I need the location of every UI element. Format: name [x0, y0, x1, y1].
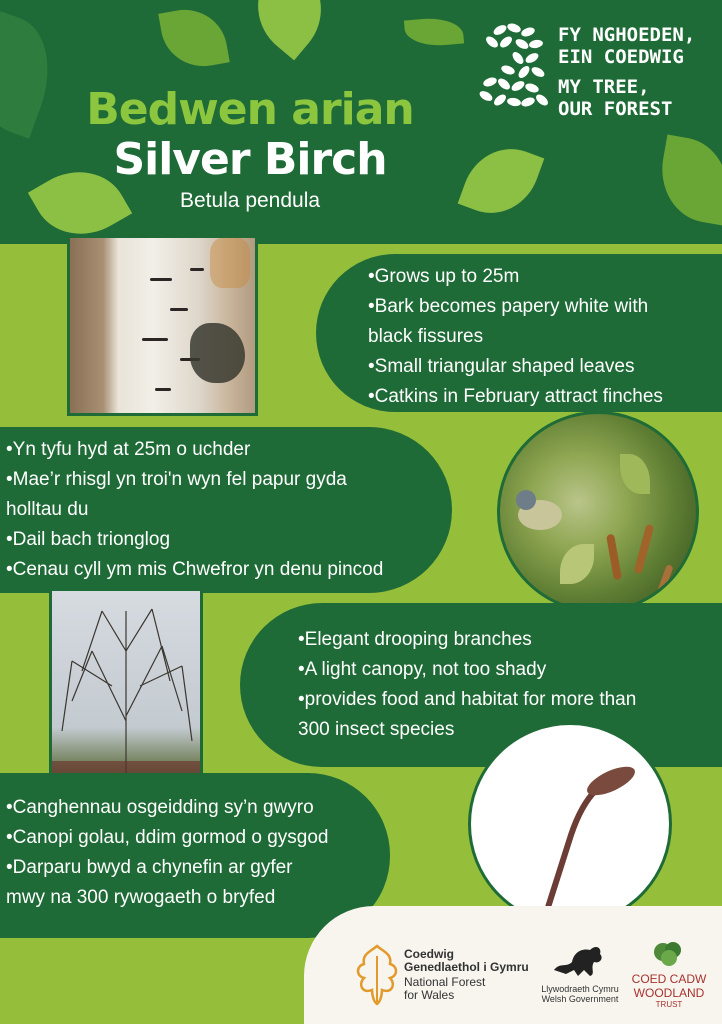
fact-line: black fissures [368, 326, 484, 347]
leaf-decoration [237, 0, 343, 60]
facts-panel-welsh-2 [0, 773, 390, 938]
tree-photo [49, 588, 203, 789]
leaf-decoration [158, 3, 229, 73]
fact-line: •Cenau cyll ym mis Chwefror yn denu pincod [6, 559, 384, 580]
nfw-welsh-line-1: Coedwig [404, 947, 454, 961]
fact-line: •Small triangular shaped leaves [368, 356, 635, 377]
gov-welsh-label: Llywodraeth Cymru [541, 984, 619, 994]
fact-line: •Yn tyfu hyd at 25m o uchder [6, 439, 251, 460]
woodland-trust-tree-icon [651, 940, 685, 970]
leaf-decoration [654, 135, 722, 226]
leaves-and-bird-photo [497, 411, 699, 613]
oak-leaf-icon [354, 944, 400, 1006]
fact-line: •Grows up to 25m [368, 266, 520, 287]
fact-line: •Bark becomes papery white with [368, 296, 649, 317]
wt-line-1: COED CADW [631, 972, 707, 986]
fact-line: •Dail bach trionglog [6, 529, 171, 550]
latin-name: Betula pendula [179, 189, 321, 212]
fact-line: •Elegant drooping branches [298, 629, 532, 650]
fact-line: •Darparu bwyd a chynefin ar gyfer [6, 857, 293, 878]
footer-logos [304, 906, 722, 1024]
logo-line-2: EIN COEDWIG [558, 46, 684, 68]
fact-line: •A light canopy, not too shady [298, 659, 547, 680]
nfw-welsh-line-2: Genedlaethol i Gymru [404, 960, 529, 974]
welsh-dragon-icon [550, 940, 606, 980]
nfw-english-line-2: for Wales [404, 988, 455, 1002]
logo-line-3: MY TREE, [558, 76, 650, 98]
fact-line: •Mae’r rhisgl yn troi'n wyn fel papur gyda [6, 469, 347, 490]
logo-line-4: OUR FOREST [558, 98, 673, 120]
fact-line: 300 insect species [298, 719, 455, 740]
fact-line: •Catkins in February attract finches [368, 386, 663, 407]
logo-line-1: FY NGHOEDEN, [558, 24, 696, 46]
gov-english-label: Welsh Government [541, 994, 619, 1004]
wt-line-3: TRUST [655, 1000, 683, 1009]
title-english: Silver Birch [113, 134, 387, 185]
bark-photo [67, 235, 258, 416]
tree-leaves-icon [478, 20, 550, 112]
facts-panel-english-1 [316, 254, 722, 412]
leaf-decoration [404, 16, 464, 49]
fact-line: mwy na 300 rywogaeth o bryfed [6, 887, 276, 908]
bud-photo [468, 722, 672, 926]
fact-line: •provides food and habitat for more than [298, 689, 637, 710]
my-tree-our-forest-logo [478, 20, 718, 130]
title-welsh: Bedwen arian [86, 84, 414, 135]
nfw-english-line-1: National Forest [404, 975, 486, 989]
wt-line-2: WOODLAND [633, 986, 705, 1000]
facts-panel-welsh-1 [0, 427, 452, 593]
fact-line: •Canghennau osgeidding sy’n gwyro [6, 797, 314, 818]
fact-line: •Canopi golau, ddim gormod o gysgod [6, 827, 329, 848]
fact-line: holltau du [6, 499, 89, 520]
